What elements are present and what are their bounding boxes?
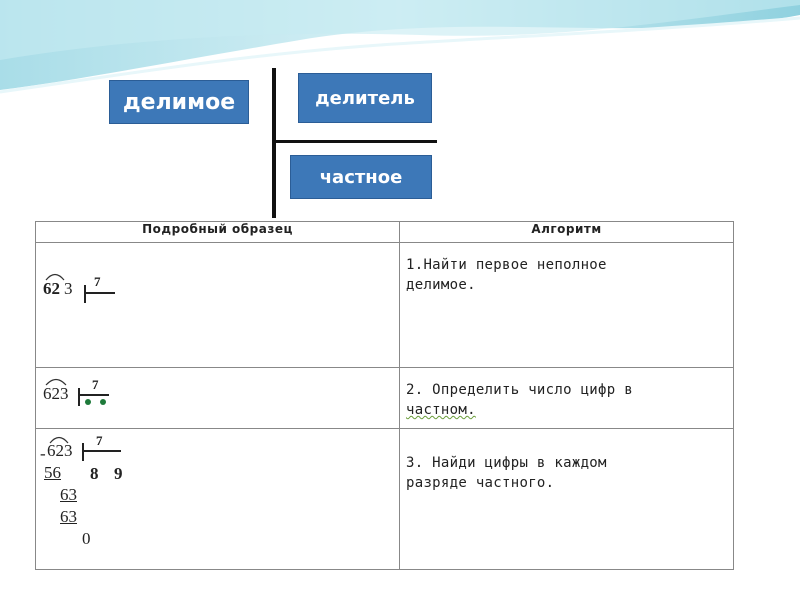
algorithm-cell-2	[400, 368, 734, 429]
division-corner-vertical	[82, 443, 84, 461]
division-vertical-line	[272, 68, 276, 218]
algorithm-cell-3	[400, 429, 734, 570]
minus-sign: -	[40, 444, 46, 463]
example-cell-3	[36, 429, 400, 570]
header-algorithm: Алгоритм	[400, 222, 734, 243]
dividend-rest: 3	[64, 279, 73, 298]
dividend-first-part: 62	[43, 279, 60, 298]
divisor-value: 7	[92, 377, 99, 392]
division-algorithm-table	[35, 221, 734, 570]
first-remainder: 63	[60, 485, 77, 504]
division-corner-horizontal	[83, 450, 121, 452]
division-corner-vertical	[84, 285, 86, 303]
algorithm-step-2-line-1: 2. Определить число цифр в	[406, 382, 633, 398]
quotient-digit-dot	[100, 399, 106, 405]
algorithm-cell-1	[400, 243, 734, 368]
algorithm-step-3-line-1: 3. Найди цифры в каждом	[406, 455, 607, 471]
algorithm-step-1-line-1: 1.Найти первое неполное	[406, 257, 607, 273]
dividend-value: 623	[43, 384, 69, 403]
table-row	[36, 243, 734, 368]
first-subtrahend: 56	[44, 463, 61, 482]
divisor-value: 7	[96, 433, 103, 448]
table-header-row	[36, 222, 734, 243]
division-corner-horizontal	[79, 394, 109, 396]
algorithm-step-3-line-2: разряде частного.	[406, 475, 555, 491]
divisor-label: делитель	[298, 73, 432, 123]
table-row	[36, 368, 734, 429]
algorithm-step-1-line-2: делимое.	[406, 277, 476, 293]
example-cell-2	[36, 368, 400, 429]
division-corner-horizontal	[85, 292, 115, 294]
quotient-digit-2: 9	[114, 464, 123, 483]
divisor-value: 7	[94, 274, 101, 289]
dividend-label: делимое	[109, 80, 249, 124]
second-subtrahend: 63	[60, 507, 77, 526]
division-horizontal-line	[274, 140, 437, 143]
quotient-digit-1: 8	[90, 464, 99, 483]
example-cell-1	[36, 243, 400, 368]
header-example: Подробный образец	[36, 222, 400, 243]
quotient-label: частное	[290, 155, 432, 199]
division-corner-vertical	[78, 388, 80, 406]
final-remainder: 0	[82, 529, 91, 548]
dividend-value: 623	[47, 441, 73, 460]
quotient-digit-dot	[85, 399, 91, 405]
algorithm-step-2-line-2: частном.	[406, 402, 476, 418]
table-row	[36, 429, 734, 570]
